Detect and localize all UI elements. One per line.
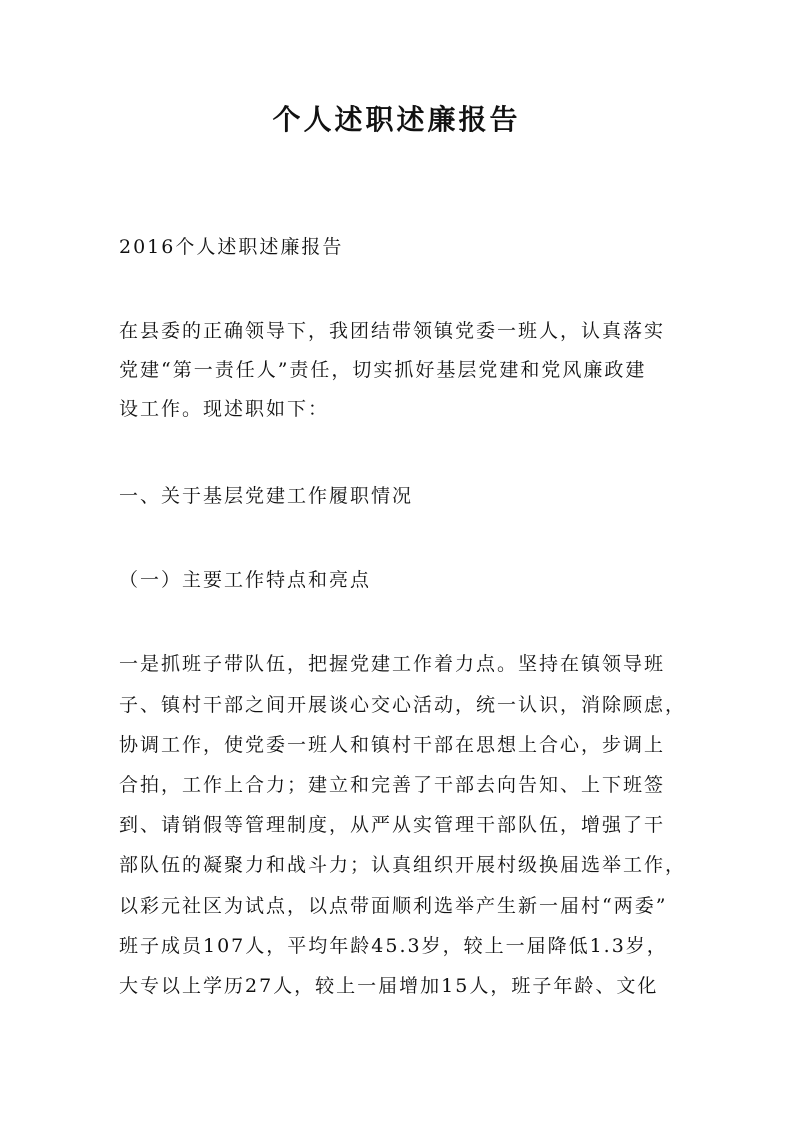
subsection-heading: （一）主要工作特点和亮点	[119, 569, 372, 591]
body-line-5: 到、请销假等管理制度，从严从实管理干部队伍，增强了干	[119, 814, 666, 836]
document-title: 个人述职述廉报告	[272, 103, 521, 136]
body-line-6: 部队伍的凝聚力和战斗力；认真组织开展村级换届选举工作，	[119, 854, 687, 876]
document-subtitle: 2016个人述职述廉报告	[119, 236, 344, 258]
body-line-7: 以彩元社区为试点，以点带面顺利选举产生新一届村“两委”	[119, 895, 668, 917]
body-line-4: 合拍，工作上合力；建立和完善了干部去向告知、上下班签	[119, 774, 666, 796]
intro-line-1: 在县委的正确领导下，我团结带领镇党委一班人，认真落实	[119, 320, 666, 342]
section-heading: 一、关于基层党建工作履职情况	[119, 485, 414, 507]
body-line-3: 协调工作，使党委一班人和镇村干部在思想上合心，步调上	[119, 734, 666, 756]
body-line-9: 大专以上学历27人，较上一届增加15人，班子年龄、文化	[119, 975, 659, 997]
body-line-8: 班子成员107人，平均年龄45.3岁，较上一届降低1.3岁，	[119, 935, 668, 957]
intro-line-2: 党建“第一责任人”责任，切实抓好基层党建和党风廉政建	[119, 359, 647, 381]
intro-line-3: 设工作。现述职如下：	[119, 398, 330, 420]
body-line-1: 一是抓班子带队伍，把握党建工作着力点。坚持在镇领导班	[119, 653, 666, 675]
body-line-2: 子、镇村干部之间开展谈心交心活动，统一认识，消除顾虑，	[119, 694, 687, 716]
